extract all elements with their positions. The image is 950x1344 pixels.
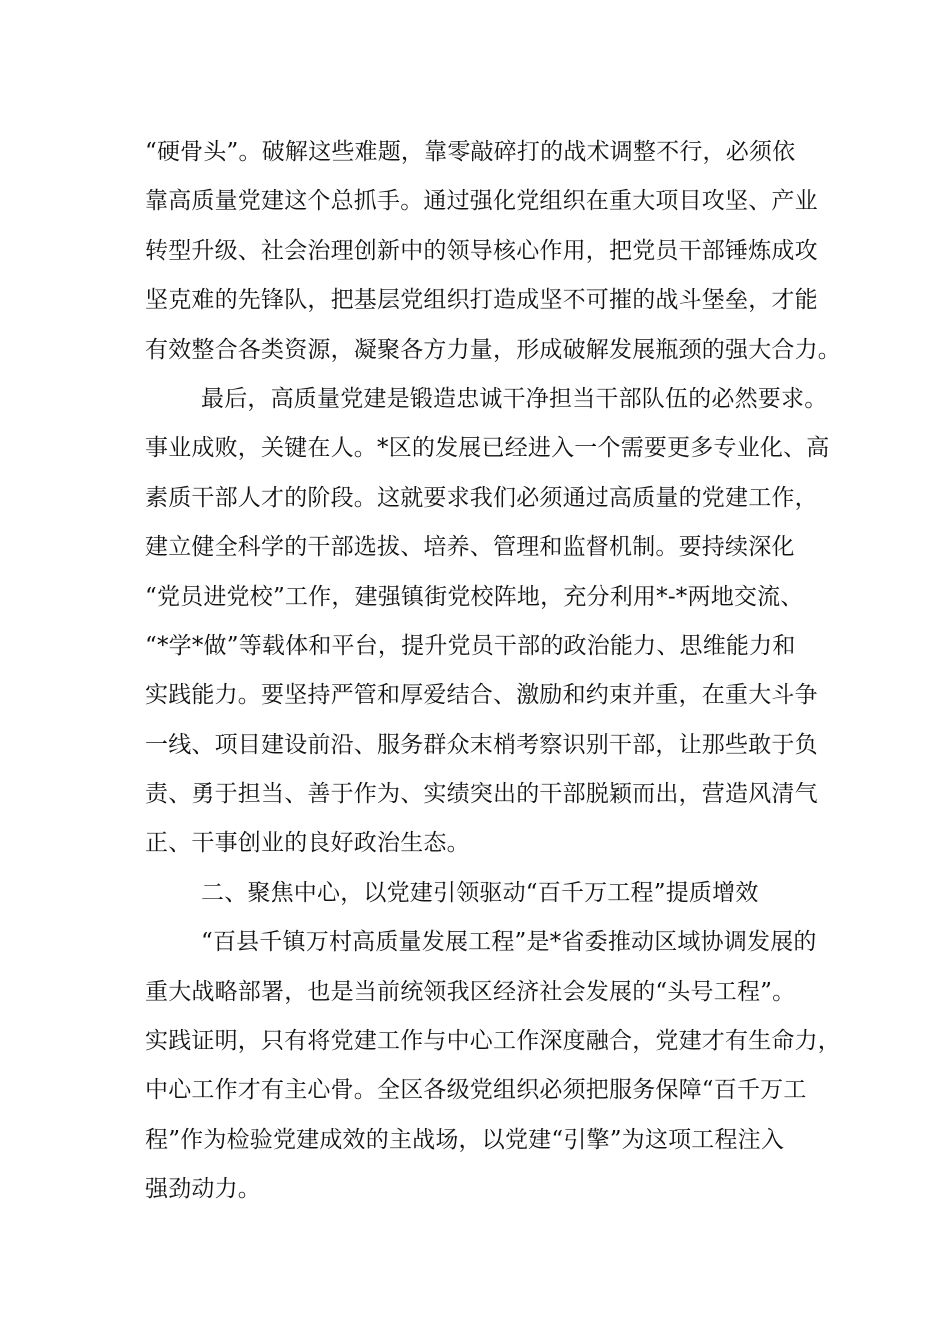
text-line: 转型升级、社会治理创新中的领导核心作用，把党员干部锤炼成攻 (145, 237, 818, 264)
text-line: “*学*做”等载体和平台，提升党员干部的政治能力、思维能力和 (145, 632, 796, 659)
text-line: 实践能力。要坚持严管和厚爱结合、激励和约束并重，在重大斗争 (145, 682, 818, 709)
text-line: 一线、项目建设前沿、服务群众末梢考察识别干部，让那些敢于负 (145, 731, 818, 758)
text-line: 中心工作才有主心骨。全区各级党组织必须把服务保障“百千万工 (145, 1077, 807, 1104)
paragraph-start-line: “百县千镇万村高质量发展工程”是*省委推动区域协调发展的 (201, 929, 817, 956)
document-body-text (145, 134, 841, 1221)
text-line: 靠高质量党建这个总抓手。通过强化党组织在重大项目攻坚、产业 (145, 188, 818, 215)
text-line: 重大战略部署，也是当前统领我区经济社会发展的“头号工程”。 (145, 978, 796, 1005)
text-line: 强劲动力。 (145, 1176, 261, 1203)
text-line: 实践证明，只有将党建工作与中心工作深度融合，党建才有生命力， (145, 1028, 841, 1055)
text-line: 建立健全科学的干部选拔、培养、管理和监督机制。要持续深化 (145, 534, 795, 561)
text-line: 坚克难的先锋队，把基层党组织打造成坚不可摧的战斗堡垒，才能 (145, 287, 818, 314)
paragraph-start-line: 最后，高质量党建是锻造忠诚干净担当干部队伍的必然要求。 (201, 385, 828, 412)
text-line: “党员进党校”工作，建强镇街党校阵地，充分利用*-*两地交流、 (145, 583, 804, 610)
text-line: “硬骨头”。破解这些难题，靠零敲碎打的战术调整不行，必须依 (145, 139, 796, 165)
text-line: 责、勇于担当、善于作为、实绩突出的干部脱颖而出，营造风清气 (145, 781, 818, 808)
text-line: 正、干事创业的良好政治生态。 (145, 830, 470, 857)
text-line: 程”作为检验党建成效的主战场，以党建“引擎”为这项工程注入 (145, 1126, 785, 1153)
text-line: 事业成败，关键在人。*区的发展已经进入一个需要更多专业化、高 (145, 435, 830, 462)
text-line: 有效整合各类资源，凝聚各方力量，形成破解发展瓶颈的强大合力。 (145, 336, 841, 363)
text-line: 素质干部人才的阶段。这就要求我们必须通过高质量的党建工作， (145, 484, 818, 511)
section-heading: 二、聚焦中心，以党建引领驱动“百千万工程”提质增效 (201, 879, 759, 906)
